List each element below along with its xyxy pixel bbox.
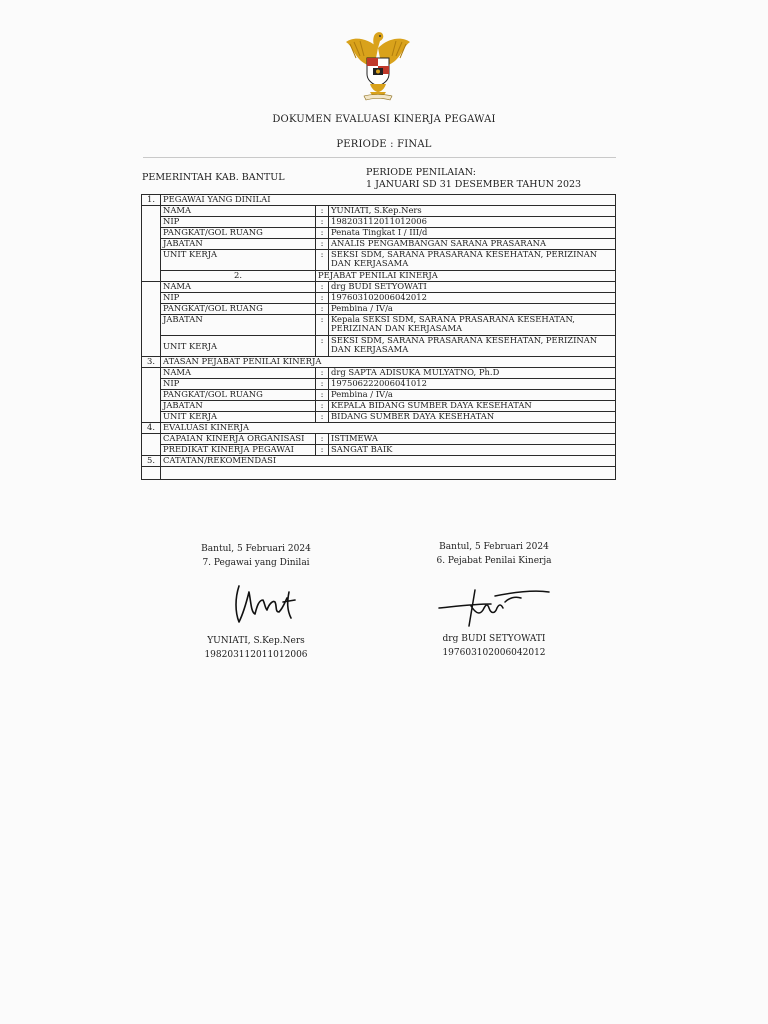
colon: : (316, 336, 329, 357)
table-row (142, 206, 616, 217)
table-row (142, 412, 616, 423)
place-date: Bantul, 5 Februari 2024 (201, 544, 311, 554)
periode-penilaian-value: 1 JANUARI SD 31 DESEMBER TAHUN 2023 (366, 179, 582, 190)
section-header-row (142, 423, 616, 434)
garuda-emblem-icon (340, 28, 416, 104)
section-title: ATASAN PEJABAT PENILAI KINERJA (161, 357, 616, 368)
divider (143, 157, 616, 158)
section-number: 1. (142, 195, 161, 206)
table-row (142, 379, 616, 390)
row-label: UNIT KERJA (161, 336, 316, 357)
section-number: 3. (142, 357, 161, 368)
row-value: 197603102006042012 (329, 293, 616, 304)
row-value: SEKSI SDM, SARANA PRASARANA KESEHATAN, PERIZINAN DAN KERJASAMA (329, 336, 616, 357)
colon: : (316, 368, 329, 379)
table-row (142, 217, 616, 228)
row-value: Pembina / IV/a (329, 304, 616, 315)
row-label: NAMA (161, 368, 316, 379)
table-row (142, 401, 616, 412)
document-title: DOKUMEN EVALUASI KINERJA PEGAWAI (272, 114, 496, 125)
colon: : (316, 445, 329, 456)
row-value: Kepala SEKSI SDM, SARANA PRASARANA KESEHATAN, PERIZINAN DAN KERJASAMA (329, 315, 616, 336)
colon: : (316, 390, 329, 401)
colon: : (316, 412, 329, 423)
section-title: PEGAWAI YANG DINILAI (161, 195, 616, 206)
table-row (142, 368, 616, 379)
section-number: 4. (142, 423, 161, 434)
handwritten-signature-left (225, 578, 305, 626)
signer-role: 6. Pejabat Penilai Kinerja (436, 556, 552, 566)
row-value: drg BUDI SETYOWATI (329, 282, 616, 293)
signature-block-left (146, 542, 366, 570)
section-header-row (142, 195, 616, 206)
colon: : (316, 228, 329, 239)
colon: : (316, 304, 329, 315)
signer-nip: 198203112011012006 (204, 650, 308, 660)
section-title: CATATAN/REKOMENDASI (161, 456, 616, 467)
row-label: NIP (161, 293, 316, 304)
row-label: PREDIKAT KINERJA PEGAWAI (161, 445, 316, 456)
signer-name: drg BUDI SETYOWATI (442, 634, 546, 644)
row-label: NAMA (161, 282, 316, 293)
row-label: NIP (161, 379, 316, 390)
table-row (142, 293, 616, 304)
colon: : (316, 239, 329, 250)
table-row (142, 282, 616, 293)
periode-title: PERIODE : FINAL (336, 139, 432, 150)
row-label: NAMA (161, 206, 316, 217)
row-value: BIDANG SUMBER DAYA KESEHATAN (329, 412, 616, 423)
table-row (142, 239, 616, 250)
section-title: EVALUASI KINERJA (161, 423, 616, 434)
table-row (142, 304, 616, 315)
signer-block-left (146, 634, 366, 662)
signature-block-right (384, 540, 604, 568)
row-label: JABATAN (161, 401, 316, 412)
section-header-row (142, 357, 616, 368)
table-row (142, 315, 616, 336)
row-label: PANGKAT/GOL RUANG (161, 390, 316, 401)
row-value: Penata Tingkat I / III/d (329, 228, 616, 239)
colon: : (316, 217, 329, 228)
row-label: UNIT KERJA (161, 250, 316, 271)
table-row (142, 336, 616, 357)
row-value: drg SAPTA ADISUKA MULYATNO, Ph.D (329, 368, 616, 379)
signer-name: YUNIATI, S.Kep.Ners (207, 636, 305, 646)
row-label: NIP (161, 217, 316, 228)
periode-penilaian-label: PERIODE PENILAIAN: (366, 167, 476, 178)
row-value: 197506222006041012 (329, 379, 616, 390)
row-label: JABATAN (161, 315, 316, 336)
row-value: YUNIATI, S.Kep.Ners (329, 206, 616, 217)
signer-nip: 197603102006042012 (442, 648, 546, 658)
colon: : (316, 206, 329, 217)
section-header-row (142, 456, 616, 467)
signer-role: 7. Pegawai yang Dinilai (202, 558, 310, 568)
notes-row (142, 467, 616, 480)
evaluation-table (141, 194, 616, 480)
periode-penilaian (366, 167, 581, 191)
table-row (142, 390, 616, 401)
section-title: PEJABAT PENILAI KINERJA (316, 271, 616, 282)
row-value: 198203112011012006 (329, 217, 616, 228)
colon: : (316, 315, 329, 336)
section-number: 5. (142, 456, 161, 467)
notes-cell (161, 467, 616, 480)
row-label: JABATAN (161, 239, 316, 250)
row-label: CAPAIAN KINERJA ORGANISASI (161, 434, 316, 445)
table-row (142, 228, 616, 239)
row-value: ISTIMEWA (329, 434, 616, 445)
row-label: PANGKAT/GOL RUANG (161, 228, 316, 239)
row-value: Pembina / IV/a (329, 390, 616, 401)
row-value: ANALIS PENGAMBANGAN SARANA PRASARANA (329, 239, 616, 250)
colon: : (316, 282, 329, 293)
section-number: 2. (161, 271, 316, 282)
row-value: SANGAT BAIK (329, 445, 616, 456)
colon: : (316, 293, 329, 304)
table-row (142, 445, 616, 456)
row-value: KEPALA BIDANG SUMBER DAYA KESEHATAN (329, 401, 616, 412)
section-header-row (142, 271, 616, 282)
colon: : (316, 250, 329, 271)
row-label: PANGKAT/GOL RUANG (161, 304, 316, 315)
instansi-label: PEMERINTAH KAB. BANTUL (142, 172, 285, 183)
colon: : (316, 434, 329, 445)
signer-block-right (384, 632, 604, 660)
row-label: UNIT KERJA (161, 412, 316, 423)
place-date: Bantul, 5 Februari 2024 (439, 542, 549, 552)
table-row (142, 434, 616, 445)
handwritten-signature-right (435, 586, 555, 630)
colon: : (316, 401, 329, 412)
colon: : (316, 379, 329, 390)
table-row (142, 250, 616, 271)
row-value: SEKSI SDM, SARANA PRASARANA KESEHATAN, PERIZINAN DAN KERJASAMA (329, 250, 616, 271)
